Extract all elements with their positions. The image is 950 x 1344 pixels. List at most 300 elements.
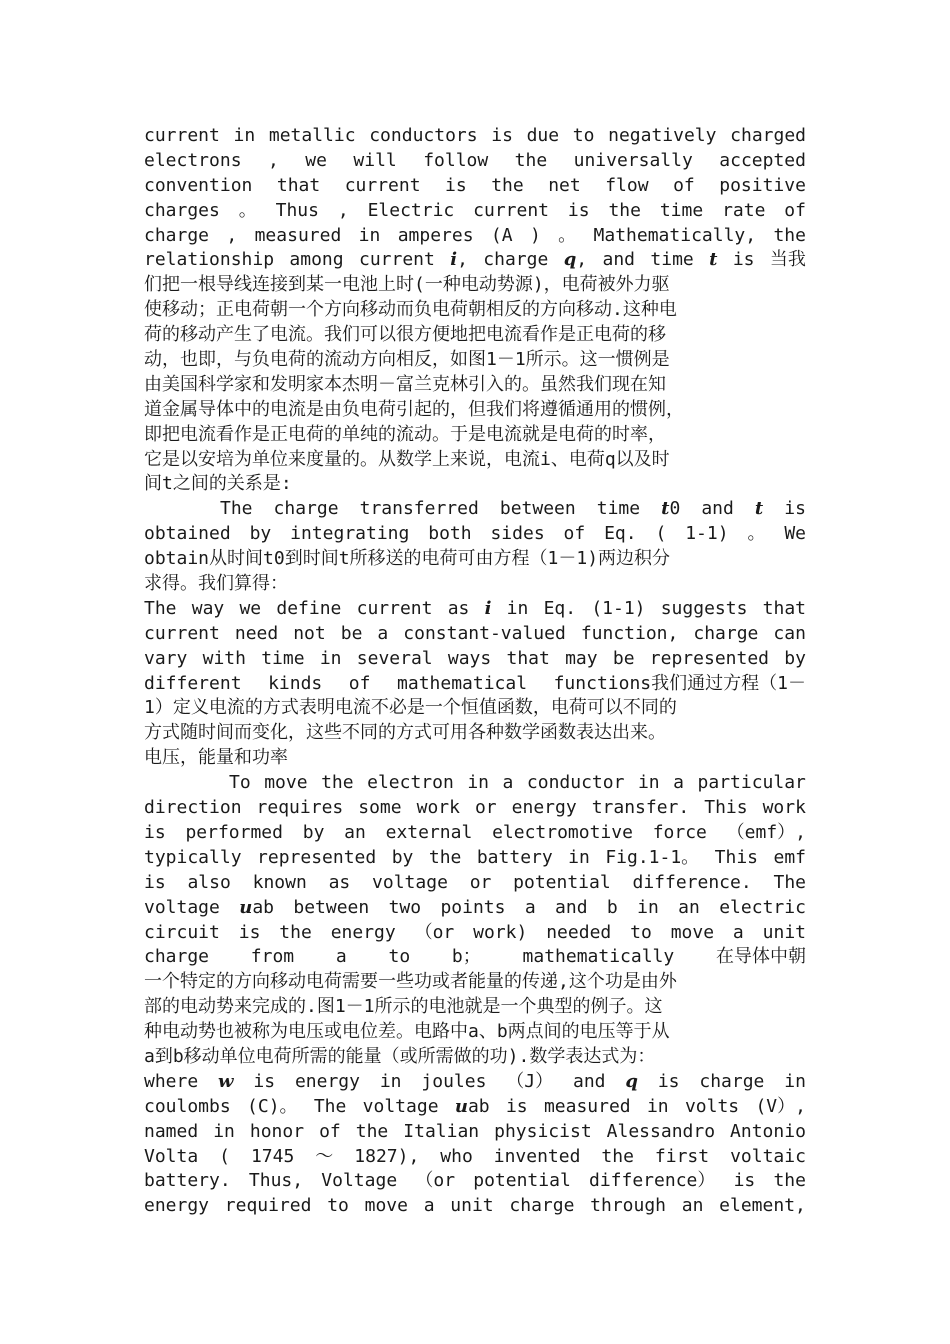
- word: ,: [337, 199, 349, 221]
- text-line: [144, 348, 806, 373]
- word: functions我们通过方程（1－: [553, 672, 806, 694]
- word: potential: [473, 1170, 571, 1192]
- word: i: [484, 597, 492, 619]
- word: need: [234, 622, 279, 644]
- word: 1827),: [354, 1145, 420, 1167]
- word: work: [416, 797, 460, 819]
- word: Eq.: [604, 523, 637, 545]
- word: be: [612, 647, 635, 669]
- word: 们把一根导线连接到某一电池上时(一种电动势源)，电荷被外力驱: [144, 274, 670, 296]
- word: is: [253, 1070, 276, 1092]
- word: the: [773, 1170, 806, 1192]
- word: difference）: [589, 1170, 716, 1192]
- word: current: [356, 597, 433, 619]
- word: ～: [315, 1145, 334, 1167]
- word: charge: [693, 622, 759, 644]
- word: Eq.: [543, 597, 577, 619]
- word: Thus: [275, 199, 319, 221]
- word: q,: [563, 249, 588, 271]
- word: 由美国科学家和发明家本杰明－富兰克林引入的。虽然我们现在知: [144, 373, 666, 395]
- word: external: [385, 821, 473, 843]
- text-line: [144, 398, 806, 423]
- word: circuit: [144, 921, 220, 943]
- word: define: [276, 597, 342, 619]
- word: positive: [719, 174, 806, 196]
- word: Volta: [144, 1145, 199, 1167]
- word: metallic: [268, 125, 356, 146]
- word: is: [144, 871, 166, 893]
- word: time: [659, 199, 704, 221]
- word: also: [187, 871, 231, 893]
- text-line: [144, 871, 806, 896]
- word: the: [773, 224, 806, 246]
- word: is: [567, 199, 590, 221]
- word: different: [144, 672, 242, 694]
- word: The: [313, 1095, 347, 1117]
- word: named: [144, 1120, 199, 1142]
- word: and: [602, 249, 636, 271]
- word: several: [356, 647, 433, 669]
- word: 使移动；正电荷朝一个方向移动而负电荷朝相反的方向移动.这种电: [144, 299, 677, 321]
- word: force: [652, 821, 707, 843]
- word: charged: [730, 125, 806, 146]
- word: physicist: [494, 1120, 592, 1142]
- word: the: [608, 199, 641, 221]
- word: accepted: [719, 149, 806, 171]
- word: as: [447, 597, 470, 619]
- word: direction: [144, 797, 242, 819]
- word: 1-1): [685, 523, 729, 545]
- word: net: [548, 174, 581, 196]
- text-line: [144, 597, 806, 622]
- word: invented: [493, 1145, 581, 1167]
- word: an: [681, 1195, 704, 1217]
- word: rate: [722, 199, 766, 221]
- text-line: [144, 647, 806, 672]
- word: or: [474, 797, 497, 819]
- word: requires: [256, 797, 344, 819]
- word: obtained: [144, 523, 231, 545]
- word: the: [279, 921, 312, 943]
- word: The: [773, 871, 806, 893]
- word: charges: [144, 199, 220, 221]
- word: work: [762, 797, 806, 819]
- word: transferred: [359, 498, 479, 520]
- word: 荷的移动产生了电流。我们可以很方便地把电流看作是正电荷的移: [144, 324, 666, 346]
- word: current: [144, 622, 220, 644]
- word: among: [289, 249, 344, 271]
- word: charge: [273, 498, 339, 520]
- text-line: [144, 1194, 806, 1219]
- word: due: [526, 125, 560, 146]
- word: Fig.1-1。: [605, 846, 700, 868]
- text-line: [144, 124, 806, 149]
- word: a到b移动单位电荷所需的能量（或所需做的功).数学表达式为：: [144, 1045, 656, 1067]
- word: move: [264, 772, 308, 794]
- word: measured: [543, 1095, 631, 1117]
- text-line: [144, 1070, 806, 1095]
- word: 间t之间的关系是:: [144, 473, 292, 495]
- word: voltage: [144, 896, 220, 918]
- word: (1-1): [591, 597, 646, 619]
- word: in: [213, 1120, 235, 1142]
- text-line: [144, 796, 806, 821]
- word: to: [388, 946, 411, 968]
- word: ,: [226, 224, 238, 246]
- word: in: [506, 597, 529, 619]
- word: 它是以安培为单位来度量的。从数学上来说，电流i、电荷q以及时: [144, 448, 670, 470]
- word: can: [773, 622, 806, 644]
- word: w: [218, 1070, 234, 1092]
- word: through: [590, 1195, 667, 1217]
- word: charge: [144, 946, 210, 968]
- word: We: [784, 523, 806, 545]
- word: t: [709, 249, 718, 271]
- word: in: [379, 1070, 402, 1092]
- word: joules: [421, 1070, 487, 1092]
- word: Italian: [403, 1120, 480, 1142]
- word: by: [784, 647, 806, 669]
- word: the: [428, 846, 462, 868]
- word: voltage: [372, 871, 448, 893]
- text-line: [144, 149, 806, 174]
- word: Electric: [367, 199, 455, 221]
- word: voltaic: [730, 1145, 806, 1167]
- word: 一个特定的方向移动电荷需要一些功或者能量的传递,这个功是由外: [144, 971, 677, 993]
- word: to: [572, 125, 595, 146]
- word: (: [219, 1145, 230, 1167]
- text-line: [144, 1020, 806, 1045]
- word: is: [491, 125, 513, 146]
- word: in: [467, 772, 490, 794]
- word: Alessandro: [606, 1120, 716, 1142]
- word: uab: [454, 1095, 490, 1117]
- word: （emf）,: [726, 821, 806, 843]
- word: amperes: [397, 224, 474, 246]
- word: by: [249, 523, 272, 545]
- word: is: [238, 921, 261, 943]
- word: (A: [490, 224, 513, 246]
- word: is: [657, 1070, 680, 1092]
- word: performed: [185, 821, 283, 843]
- word: 部的电动势来完成的.图1－1所示的电池就是一个典型的例子。这: [144, 996, 663, 1018]
- word: electron: [367, 772, 454, 794]
- word: battery.: [144, 1170, 231, 1192]
- word: represented: [257, 846, 377, 868]
- word: unit: [450, 1195, 494, 1217]
- word: from: [250, 946, 295, 968]
- word: measured: [254, 224, 342, 246]
- word: in: [358, 224, 381, 246]
- word: of: [784, 199, 806, 221]
- word: where: [144, 1070, 199, 1092]
- text-line: [144, 746, 806, 771]
- word: points: [440, 896, 506, 918]
- word: in: [637, 772, 660, 794]
- word: and: [701, 498, 734, 520]
- word: constant-valued: [403, 622, 566, 644]
- word: or: [469, 871, 492, 893]
- word: ways: [447, 647, 492, 669]
- text-line: [144, 821, 806, 846]
- word: uab: [239, 896, 274, 918]
- word: as: [328, 871, 351, 893]
- text-line: [144, 672, 806, 697]
- word: a: [377, 622, 389, 644]
- word: The: [144, 597, 177, 619]
- text-line: [144, 373, 806, 398]
- word: the: [514, 149, 548, 171]
- word: first: [654, 1145, 710, 1167]
- word: honor: [249, 1120, 305, 1142]
- word: q: [625, 1070, 638, 1092]
- word: both: [428, 523, 472, 545]
- word: kinds: [268, 672, 323, 694]
- word: To: [229, 772, 251, 794]
- text-line: [144, 1169, 806, 1194]
- word: known: [252, 871, 307, 893]
- word: particular: [697, 772, 806, 794]
- word: t: [754, 498, 764, 520]
- word: that: [762, 597, 806, 619]
- word: Antonio: [730, 1120, 806, 1142]
- word: to: [630, 921, 652, 943]
- word: way: [191, 597, 225, 619]
- text-line: [144, 572, 806, 597]
- word: the: [321, 772, 354, 794]
- word: charge: [699, 1070, 765, 1092]
- document-page: [144, 124, 806, 1219]
- word: Voltage: [321, 1170, 398, 1192]
- word: be: [340, 622, 363, 644]
- word: (V）,: [755, 1095, 806, 1117]
- word: by: [391, 846, 414, 868]
- word: current: [358, 249, 435, 271]
- word: and: [572, 1070, 606, 1092]
- word: in: [233, 125, 256, 146]
- text-line: [144, 622, 806, 647]
- text-line: [144, 896, 806, 921]
- word: 在导体中朝: [715, 946, 806, 968]
- word: in: [646, 1095, 669, 1117]
- word: (: [655, 523, 667, 545]
- word: current: [144, 125, 220, 146]
- word: follow: [423, 149, 489, 171]
- word: by: [302, 821, 325, 843]
- word: of: [319, 1120, 341, 1142]
- word: and: [555, 896, 588, 918]
- word: represented: [649, 647, 770, 669]
- word: in: [784, 1070, 806, 1092]
- word: relationship: [144, 249, 275, 271]
- word: of: [563, 523, 586, 545]
- text-line: [144, 1095, 806, 1120]
- word: conductors: [369, 125, 478, 146]
- word: transfer.: [591, 797, 690, 819]
- word: Thus,: [248, 1170, 304, 1192]
- word: coulombs: [144, 1095, 231, 1117]
- text-line: [144, 995, 806, 1020]
- text-line: [144, 846, 806, 871]
- word: This: [704, 797, 748, 819]
- word: 1）定义电流的方式表明电流不必是一个恒值函数，电荷可以不同的: [144, 697, 677, 719]
- text-line: [144, 423, 806, 448]
- word: we: [305, 149, 327, 171]
- word: voltage: [362, 1095, 439, 1117]
- word: （J）: [506, 1070, 554, 1092]
- word: a: [502, 772, 514, 794]
- word: 电压，能量和功率: [144, 747, 288, 769]
- word: charge: [483, 249, 549, 271]
- word: 。: [238, 199, 257, 221]
- word: between: [499, 498, 576, 520]
- text-line: [144, 921, 806, 946]
- word: universally: [573, 149, 693, 171]
- word: a: [423, 1195, 435, 1217]
- word: 动，也即，与负电荷的流动方向相反，如图1－1所示。这一惯例是: [144, 349, 670, 371]
- word: flow: [605, 174, 649, 196]
- word: a: [524, 896, 536, 918]
- word: convention: [144, 174, 253, 196]
- word: two: [388, 896, 422, 918]
- text-line: [144, 298, 806, 323]
- word: a: [673, 772, 684, 794]
- word: （or: [414, 921, 455, 943]
- word: function,: [580, 622, 679, 644]
- word: b: [606, 896, 618, 918]
- word: who: [440, 1145, 473, 1167]
- word: mathematically: [522, 946, 675, 968]
- word: t0: [661, 498, 681, 520]
- word: vary: [144, 647, 188, 669]
- word: typically: [144, 846, 242, 868]
- word: 。: [558, 224, 577, 246]
- word: volts: [684, 1095, 740, 1117]
- word: 即把电流看作是正电荷的单纯的流动。于是电流就是电荷的时率，: [144, 423, 666, 445]
- word: is: [733, 1170, 756, 1192]
- word: that: [506, 647, 550, 669]
- word: negatively: [608, 125, 717, 146]
- word: energy: [330, 921, 396, 943]
- word: time: [261, 647, 305, 669]
- word: is: [732, 249, 755, 271]
- word: This: [714, 846, 759, 868]
- word: element,: [719, 1195, 806, 1217]
- word: time: [650, 249, 694, 271]
- word: emf: [773, 846, 806, 868]
- word: i,: [450, 249, 468, 271]
- word: b；: [451, 946, 481, 968]
- text-line: [144, 323, 806, 348]
- word: is: [445, 174, 467, 196]
- text-line: [144, 273, 806, 298]
- word: is: [784, 498, 806, 520]
- word: 方式随时间而变化，这些不同的方式可用各种数学函数表达出来。: [144, 722, 666, 744]
- word: work): [473, 921, 528, 943]
- word: required: [224, 1195, 312, 1217]
- text-line: [144, 1145, 806, 1170]
- word: a: [732, 921, 744, 943]
- word: the: [491, 174, 524, 196]
- word: of: [673, 174, 695, 196]
- word: sides: [490, 523, 545, 545]
- word: 求得。我们算得：: [144, 573, 288, 595]
- word: suggests: [660, 597, 748, 619]
- word: charge: [144, 224, 210, 246]
- word: 道金属导体中的电流是由负电荷引起的，但我们将遵循通用的惯例，: [144, 398, 684, 420]
- text-line: [144, 696, 806, 721]
- word: an: [678, 896, 700, 918]
- word: is: [505, 1095, 528, 1117]
- word: we: [239, 597, 262, 619]
- word: time: [596, 498, 641, 520]
- word: unit: [762, 921, 806, 943]
- text-line: [144, 522, 806, 547]
- text-line: [144, 1045, 806, 1070]
- word: ,: [267, 149, 279, 171]
- word: current: [344, 174, 421, 196]
- text-line: [144, 174, 806, 199]
- word: of: [348, 672, 371, 694]
- word: (C)。: [247, 1095, 298, 1117]
- text-line: [144, 448, 806, 473]
- word: move: [670, 921, 715, 943]
- word: a: [335, 946, 347, 968]
- word: will: [353, 149, 397, 171]
- text-line: [144, 547, 806, 572]
- word: 种电动势也被称为电压或电位差。电路中a、b两点间的电压等于从: [144, 1021, 670, 1043]
- word: ): [529, 224, 541, 246]
- word: the: [601, 1145, 634, 1167]
- word: difference.: [632, 871, 752, 893]
- word: in: [568, 846, 590, 868]
- word: is: [144, 821, 166, 843]
- word: that: [276, 174, 321, 196]
- word: with: [202, 647, 246, 669]
- text-line: [144, 945, 806, 970]
- text-line: [144, 771, 806, 796]
- word: conductor: [526, 772, 625, 794]
- word: electric: [719, 896, 806, 918]
- word: Mathematically,: [593, 224, 757, 246]
- word: 当我: [769, 249, 806, 271]
- text-line: [144, 970, 806, 995]
- word: current: [473, 199, 549, 221]
- word: may: [565, 647, 598, 669]
- text-line: [144, 224, 806, 249]
- word: 。: [747, 523, 766, 545]
- word: electrons: [144, 149, 242, 171]
- text-line: [144, 497, 806, 522]
- word: energy: [144, 1195, 210, 1217]
- word: an: [344, 821, 366, 843]
- text-line: [144, 721, 806, 746]
- word: obtain从时间t0到时间t所移送的电荷可由方程（1－1)两边积分: [144, 548, 671, 570]
- word: charge: [509, 1195, 575, 1217]
- word: integrating: [290, 523, 410, 545]
- word: in: [637, 896, 659, 918]
- word: electromotive: [492, 821, 633, 843]
- word: to: [327, 1195, 349, 1217]
- text-line: [144, 472, 806, 497]
- word: mathematical: [397, 672, 528, 694]
- word: potential: [513, 871, 611, 893]
- word: The: [220, 498, 253, 520]
- text-line: [144, 199, 806, 224]
- text-line: [144, 248, 806, 273]
- text-line: [144, 1120, 806, 1145]
- word: battery: [476, 846, 553, 868]
